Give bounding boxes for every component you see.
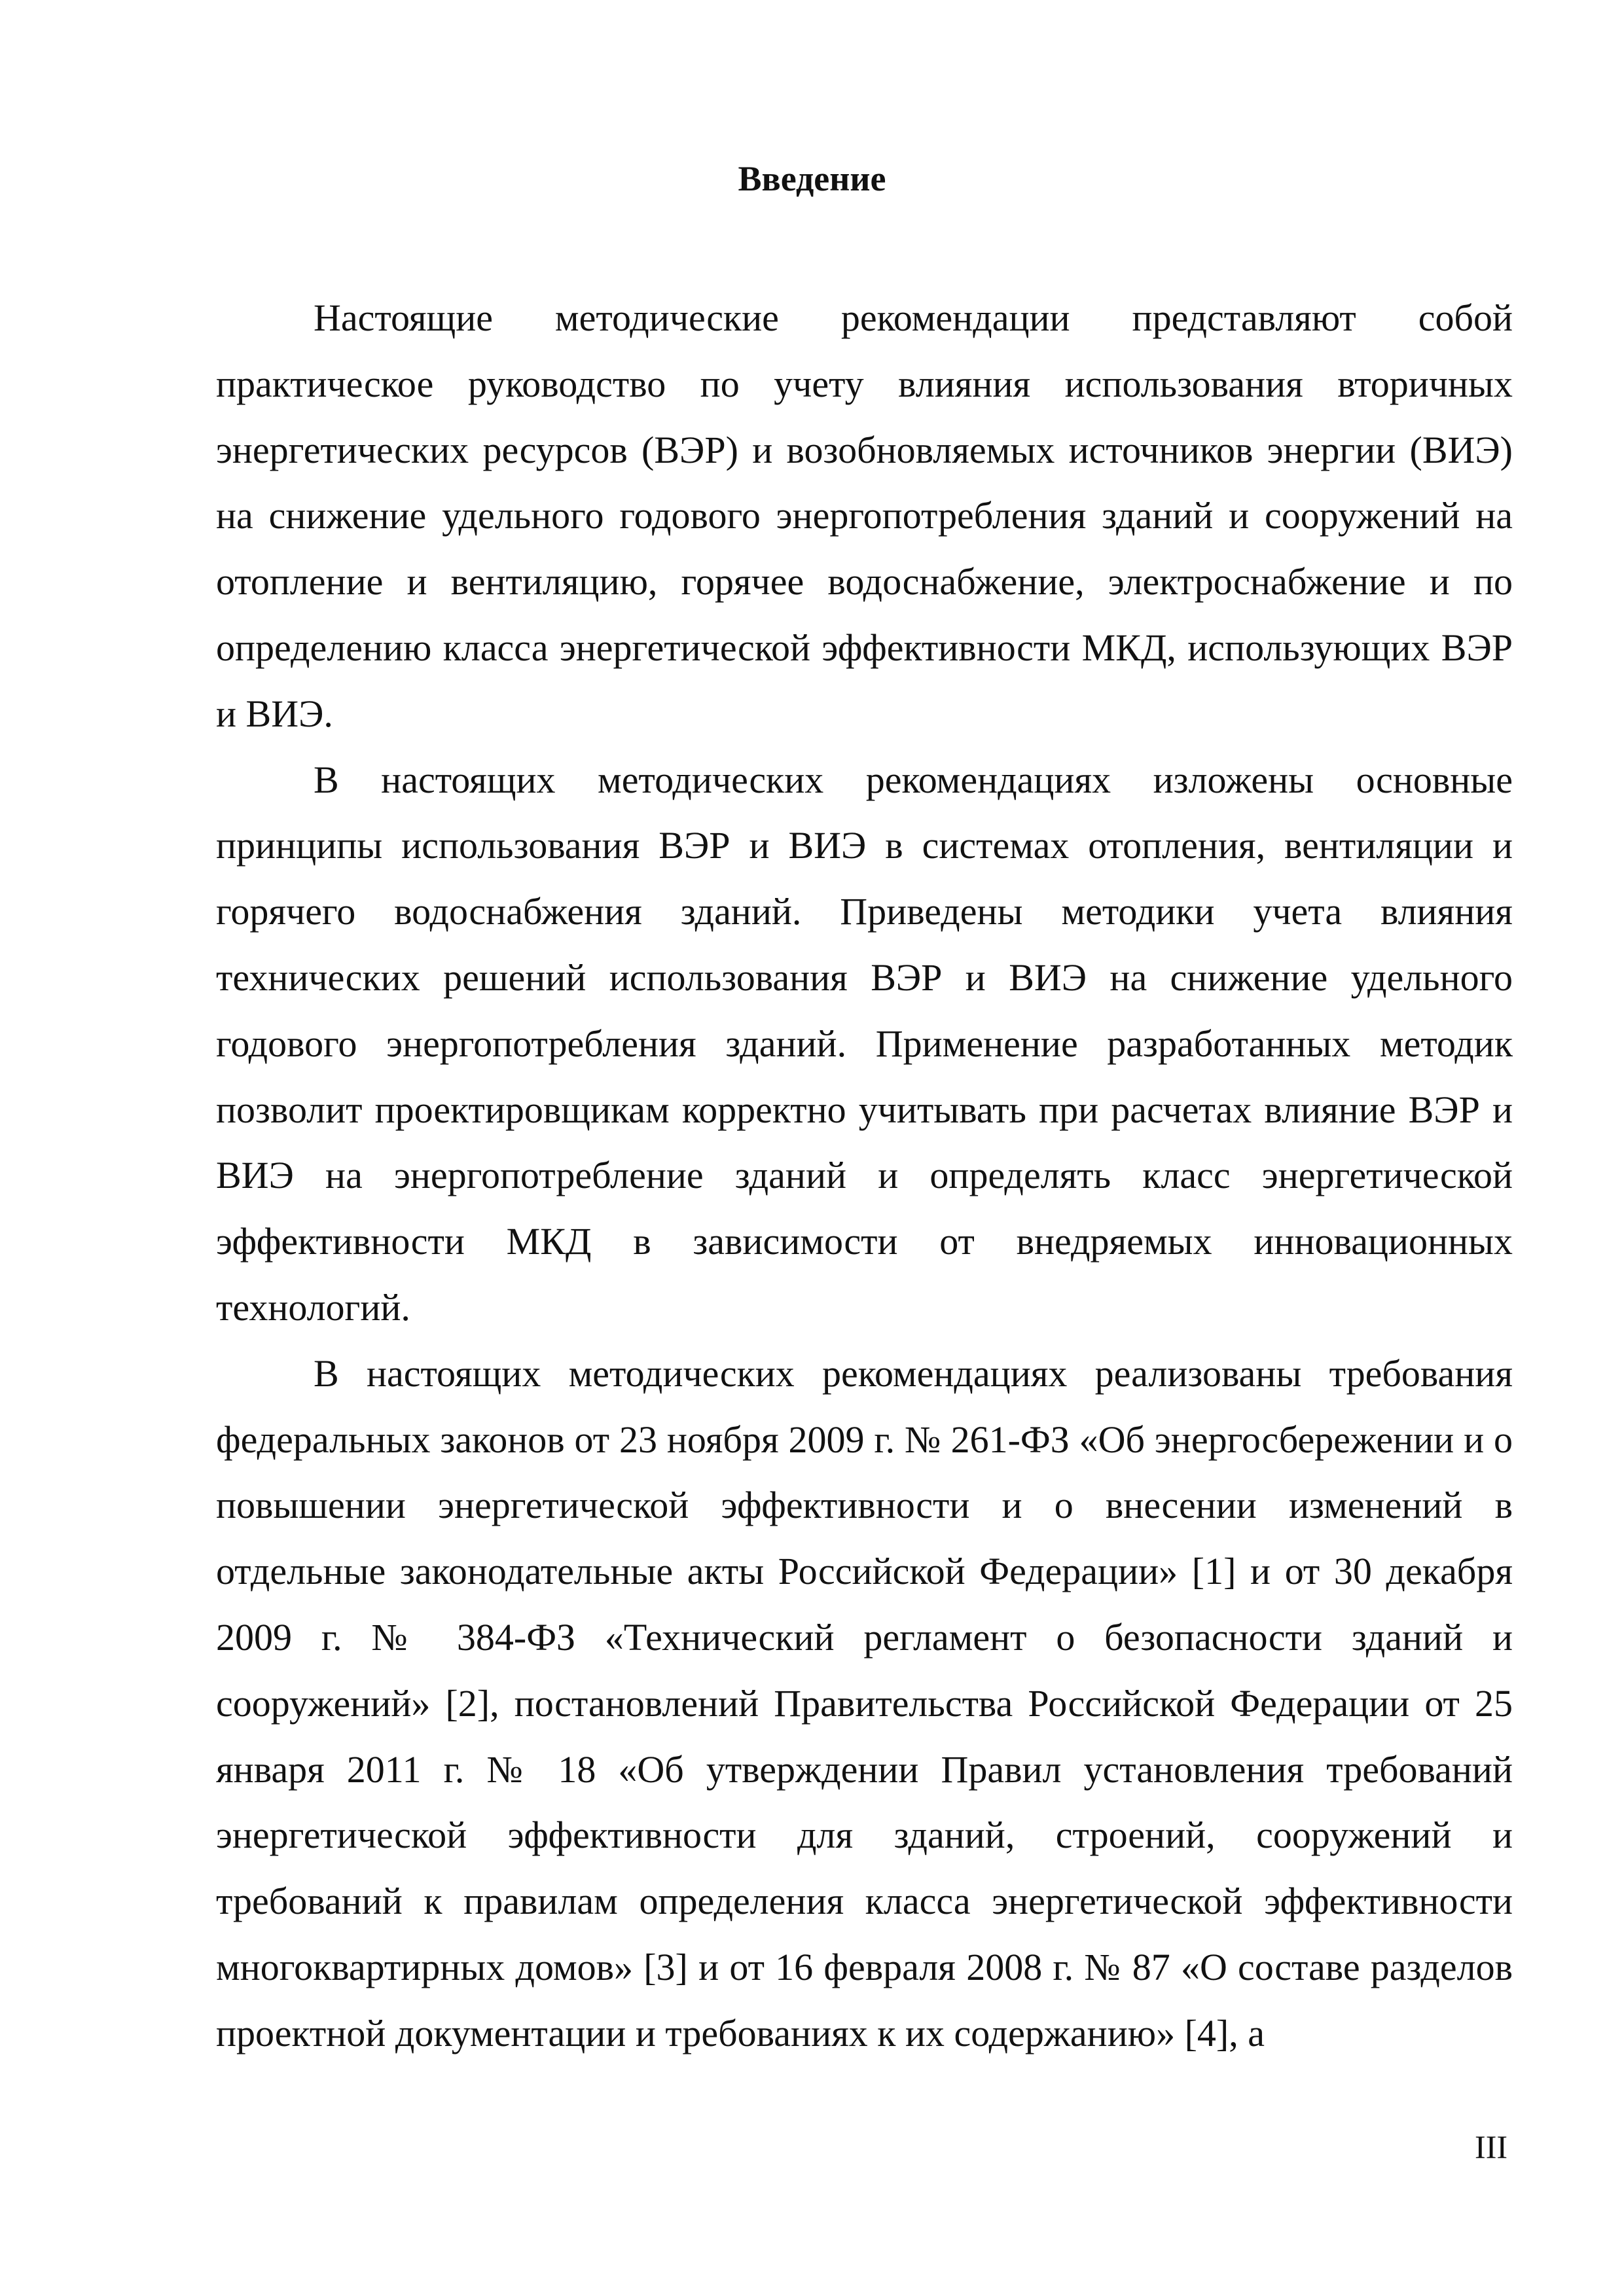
body-text xyxy=(216,285,1513,2067)
page-number: III xyxy=(1475,2128,1507,2165)
paragraph-3: В настоящих методических рекомендациях реализованы требования федеральных законов от 23 ноября 2009 г. № 261-ФЗ «Об энергосбережении и о повышении энергетической эффективности и о внесении изменений в отдельные законодательные акты Российской Федерации» [1] и от 30 декабря 2009 г. № 384-ФЗ «Технический регламент о безопасности зданий и сооружений» [2], постановлений Правительства Российской Федерации от 25 января 2011 г. № 18 «Об утверждении Правил установления требований энергетической эффективности для зданий, строений, сооружений и требований к правилам определения класса энергетической эффективности многоквартирных домов» [3] и от 16 февраля 2008 г. № 87 «О составе разделов проектной документации и требованиях к их содержанию» [4], а xyxy=(216,1352,1513,2054)
paragraph-1: Настоящие методические рекомендации представляют собой практическое руководство по учету влияния использования вторичных энергетических ресурсов (ВЭР) и возобновляемых источников энергии (ВИЭ) на снижение удельного годового энергопотребления зданий и сооружений на отопление и вентиляцию, горячее водоснабжение, электроснабжение и по определению класса энергетической эффективности МКД, использующих ВЭР и ВИЭ. xyxy=(216,296,1513,735)
page-title: Введение xyxy=(738,159,886,198)
paragraph-2: В настоящих методических рекомендациях изложены основные принципы использования ВЭР и ВИЭ в системах отопления, вентиляции и горячего водоснабжения зданий. Приведены методики учета влияния технических решений использования ВЭР и ВИЭ на снижение удельного годового энергопотребления зданий. Применение разработанных методик позволит проектировщикам корректно учитывать при расчетах влияние ВЭР и ВИЭ на энергопотребление зданий и определять класс энергетической эффективности МКД в зависимости от внедряемых инновационных технологий. xyxy=(216,758,1513,1329)
